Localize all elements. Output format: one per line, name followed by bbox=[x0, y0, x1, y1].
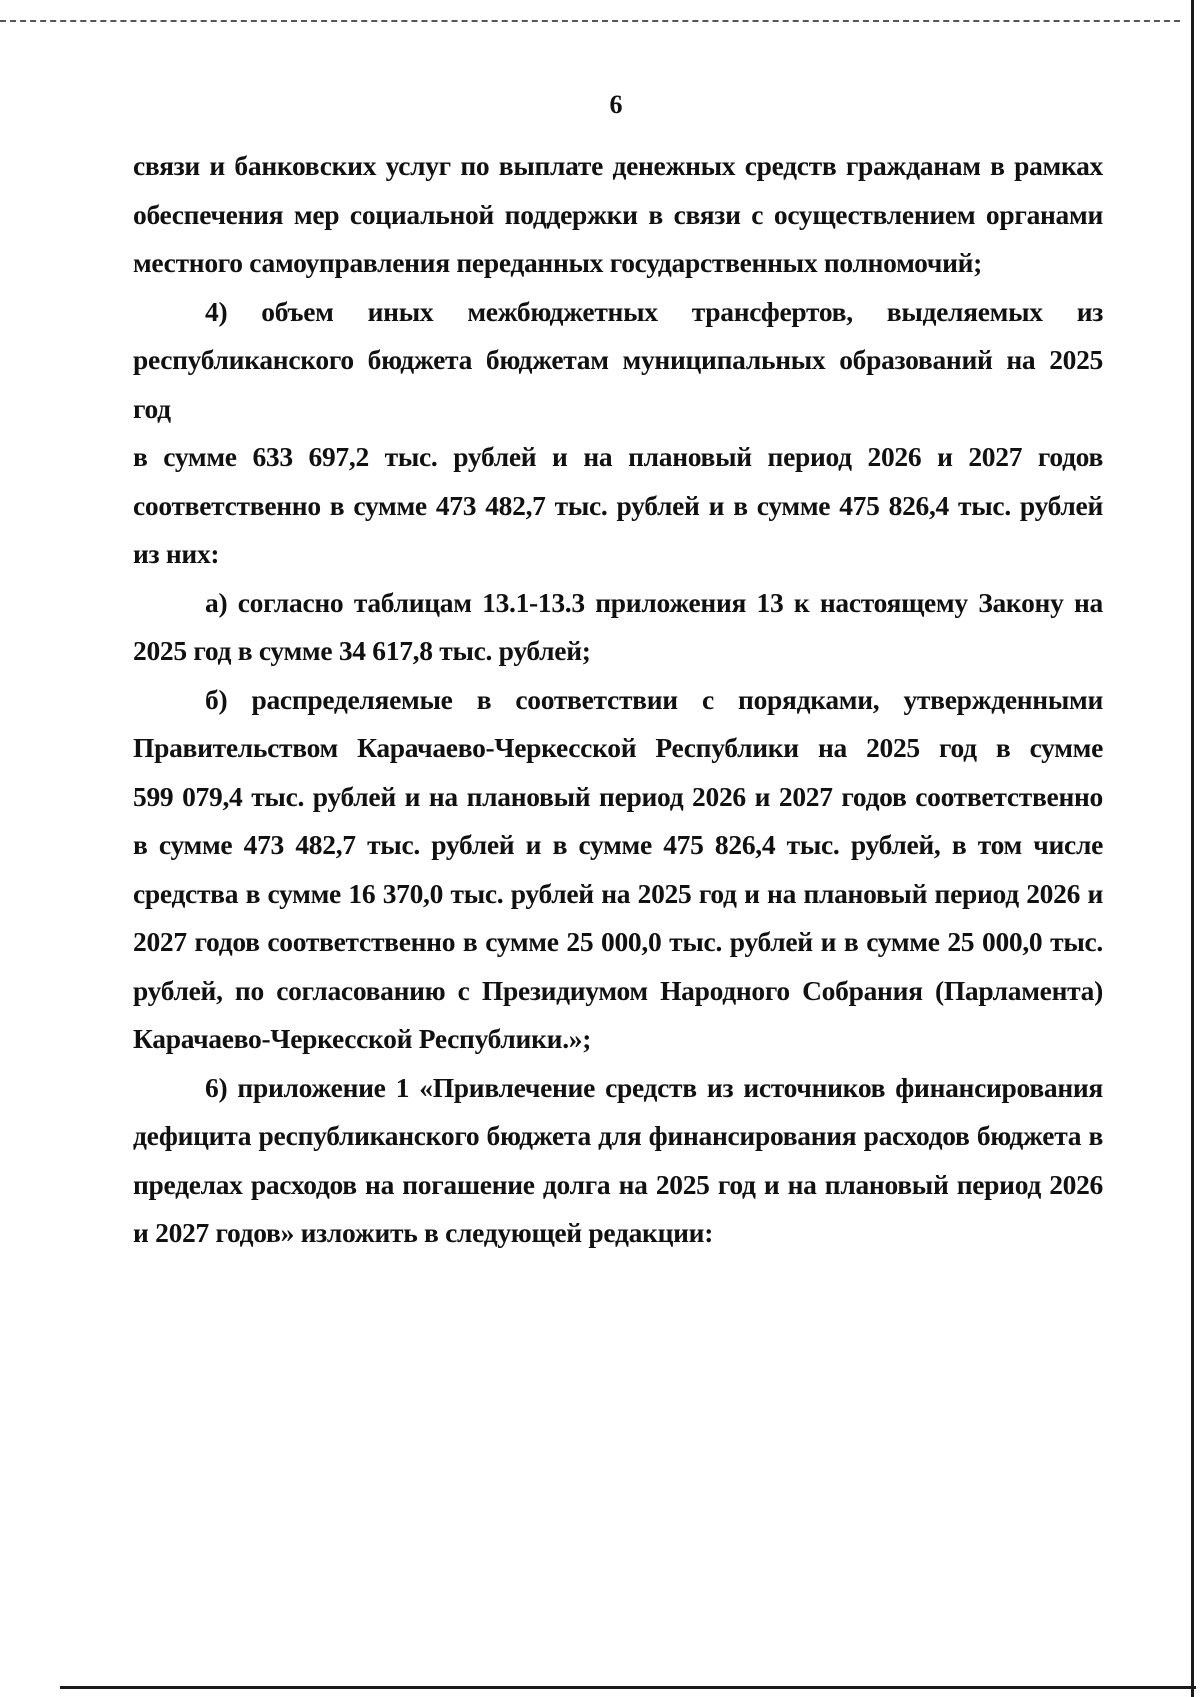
text-line: 6) приложение 1 «Привлечение средств из источников финансирования bbox=[205, 1071, 1103, 1103]
text-line: республиканского бюджета бюджетам муниципальных образований на 2025 год bbox=[133, 344, 1103, 424]
text-line: а) согласно таблицам 13.1-13.3 приложения 13 к настоящему Закону на bbox=[205, 586, 1103, 618]
text-line: 4) объем иных межбюджетных трансфертов, выделяемых из bbox=[205, 295, 1103, 327]
scan-edge-right bbox=[1191, 0, 1194, 1697]
text-line: 2027 годов соответственно в сумме 25 000,0 тыс. рублей и в сумме 25 000,0 тыс. bbox=[133, 926, 1103, 957]
text-line: соответственно в сумме 473 482,7 тыс. рублей и в сумме 475 826,4 тыс. рублей bbox=[133, 489, 1103, 521]
text-line: б) распределяемые в соответствии с порядками, утвержденными bbox=[205, 683, 1103, 715]
text-line: и 2027 годов» изложить в следующей редакции: bbox=[133, 1217, 714, 1248]
document-text bbox=[133, 142, 1103, 1258]
text-line: связи и банковских услуг по выплате денежных средств гражданам в рамках bbox=[133, 150, 1103, 181]
text-line: дефицита республиканского бюджета для финансирования расходов бюджета в bbox=[133, 1120, 1103, 1151]
text-line: обеспечения мер социальной поддержки в связи с осуществлением органами bbox=[133, 198, 1103, 230]
scan-edge-bottom bbox=[60, 1686, 1196, 1689]
text-line: из них: bbox=[133, 538, 220, 569]
text-line: средства в сумме 16 370,0 тыс. рублей на 2025 год и на плановый период 2026 и bbox=[133, 877, 1103, 909]
text-line: 2025 год в сумме 34 617,8 тыс. рублей; bbox=[133, 635, 591, 666]
text-line: местного самоуправления переданных государственных полномочий; bbox=[133, 247, 983, 278]
text-line: 599 079,4 тыс. рублей и на плановый период 2026 и 2027 годов соответственно bbox=[133, 780, 1103, 812]
document-body bbox=[133, 142, 1103, 1258]
scan-edge-top bbox=[0, 20, 1180, 22]
page-number: 6 bbox=[609, 90, 623, 119]
text-line: рублей, по согласованию с Президиумом Народного Собрания (Парламента) bbox=[133, 974, 1103, 1006]
text-line: Правительством Карачаево-Черкесской Республики на 2025 год в сумме bbox=[133, 732, 1103, 763]
text-line: в сумме 633 697,2 тыс. рублей и на плановый период 2026 и 2027 годов bbox=[133, 441, 1103, 472]
text-line: пределах расходов на погашение долга на 2025 год и на плановый период 2026 bbox=[133, 1168, 1103, 1200]
text-line: в сумме 473 482,7 тыс. рублей и в сумме 475 826,4 тыс. рублей, в том числе bbox=[133, 829, 1103, 860]
text-line: Карачаево-Черкесской Республики.»; bbox=[133, 1023, 592, 1054]
